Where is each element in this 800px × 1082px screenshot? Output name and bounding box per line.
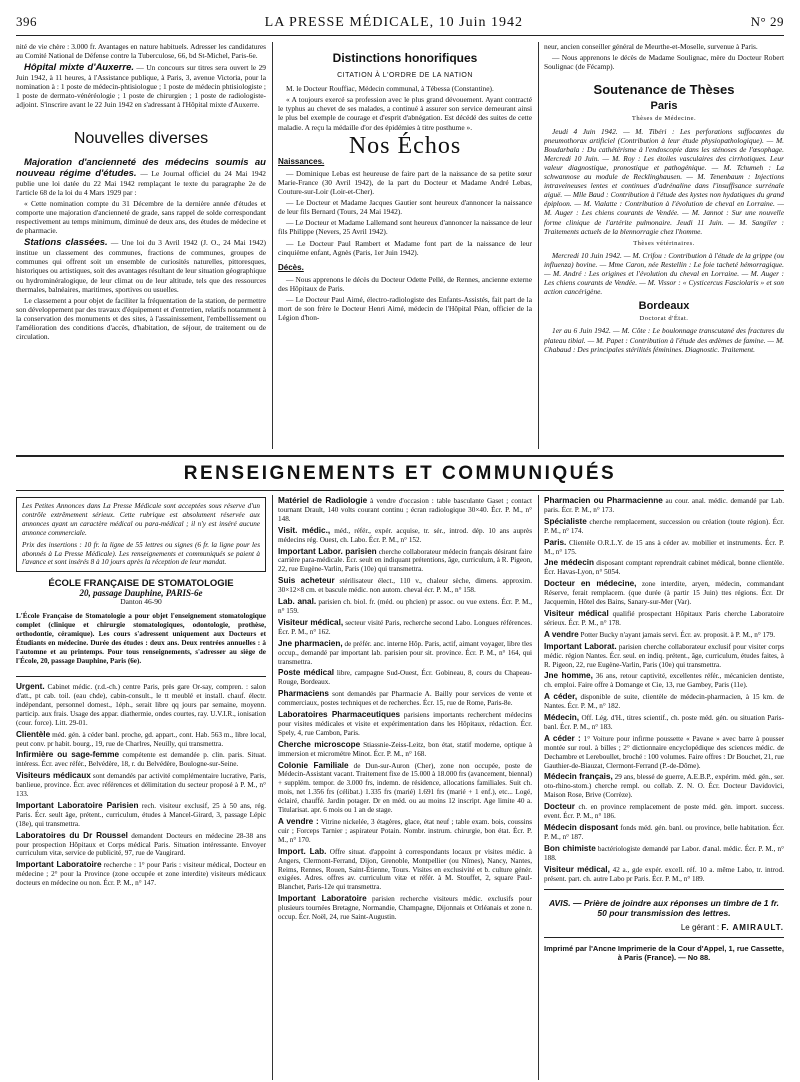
classified-ad [278, 818, 532, 845]
column-divider [538, 42, 539, 449]
ad-keyword: Laboratoires du Dr Roussel [16, 830, 128, 840]
deces-label: Décès. [278, 262, 304, 272]
ads-list [278, 497, 532, 922]
ad-text: cherche remplacement, succession ou création (toute région). Écr. P. M., n° 174. [544, 517, 784, 535]
ad-text: Stiassnie-Zeiss-Leitz, bon état, statif moderne, optique à immersion et micrométre Minot. Écr. P. M., n° 168. [278, 740, 532, 758]
classified-ad [278, 762, 532, 815]
majoration-text: — Le Journal officiel du 24 Mai 1942 publie une loi datée du 22 Mai 1942 remplaçant le texte du paragraphe 2e de l'article 68 de la loi du 4 Mars 1929 par : [16, 168, 266, 197]
ad-keyword: A céder, [544, 692, 578, 702]
ads-column-middle [278, 497, 532, 1082]
ads-list [16, 683, 266, 888]
ad-text: demandent Docteurs en médecine 28-38 ans pour prospection Hôpitaux et Corps médical Paris. Situation intéressante. Envoyer curriculum vitæ, service de publicité, 97, rue de Vaugirard. [16, 831, 266, 858]
classified-ad [544, 866, 784, 884]
ad-keyword: Clientèle [16, 729, 51, 739]
classified-ad [544, 735, 784, 771]
classified-ad [278, 577, 532, 595]
ad-keyword: Docteur [544, 802, 575, 812]
naissance-item: — Le Docteur et Madame Lallemand sont heureux d'annoncer la naissance de leur fils Philippe (Nevers, 25 Avril 1942). [278, 218, 532, 237]
ad-keyword: Paris. [544, 537, 567, 547]
column-left [16, 42, 266, 449]
ad-text: rech. visiteur exclusif, 25 à 50 ans, rég. Paris. Écr. seult âge, prétent., curriculum, études à Mancel-Girard, 3, passage Lépic (18e), qui transmettra. [16, 801, 266, 828]
classified-ad [278, 741, 532, 759]
column-middle [278, 42, 532, 449]
column-divider [272, 42, 273, 449]
auxerre-rubric: Hôpital mixte d'Auxerre. [24, 62, 134, 74]
classified-ad [544, 803, 784, 821]
ad-text: parisien ch. biol. fr. (méd. ou phcien) pr assoc. ou vue extens. Écr. P. M., n° 159. [278, 598, 532, 615]
ad-text: qualifié prospectant Hôpitaux Paris cherche Laboratoire sérieux. Écr. P. M., n° 178. [544, 609, 784, 627]
ad-keyword: Urgent. [16, 682, 45, 692]
column-divider [272, 495, 273, 1080]
section-title-distinctions: Distinctions honorifiques [332, 51, 478, 65]
ad-text: 29 ans, blessé de guerre, A.E.B.P., expérim. méd. gén., ser. oto-rhino-stom.) cherche rempl. ou collab. Z. N. O. Écr. Docteur Davidovici, Maison Rose, Brive (Corrèze). [544, 773, 784, 800]
ad-keyword: Visiteur médical, [544, 864, 610, 874]
page-number: 396 [16, 14, 37, 29]
classified-ad [278, 640, 532, 667]
ad-text: sont demandés par Pharmacie A. Bailly pour services de vente et commerciaux, postes techniques et de recherches. Écr. 15, rue de Rome, Paris-8e. [278, 690, 532, 708]
classified-ad [544, 580, 784, 607]
avis-notice: AVIS. — Prière de joindre aux réponses un timbre de 1 fr. 50 pour transmission des lettres. [549, 898, 779, 919]
ad-text: de préfér. anc. interne Hôp. Paris, actif, aimant voyager, libre tles occup., demandé par important lab. parisien pour sit. province. Écr. P. M., n° 164, qui transmettra. [278, 639, 532, 666]
citation-quote: « A toujours exercé sa profession avec le plus grand dévouement. Ayant contracté le typhus au chevet de ses malades, a continué à assurer son service demeurant ainsi le plus bel exemple de courage et d'esprit d'abnégation. Est décédé des suites de cette maladie. A reçu la médaille d'or des épidémies à titre posthume ». [278, 95, 532, 132]
classified-ad [278, 619, 532, 637]
stations-rubric: Stations classées. [24, 237, 108, 249]
classified-ad [16, 731, 266, 749]
school-title: ÉCOLE FRANÇAISE DE STOMATOLOGIE [48, 578, 234, 590]
ad-keyword: Matériel de Radiologie [278, 497, 368, 505]
ad-text: 1° Voiture pour infirme poussette « Pavane » avec barre à pousser montée sur roul. à billes ; 2° dictionnaire encyclopédique des sciences médic. de Dechambre et Lereboullet, broché : 100 volumes. Faire offres : Dr Bouchet, 21, rue Gauthier-de-Biauzat, Clermont-Ferrand (P.-de-Dôme). [544, 734, 784, 770]
ad-keyword: Visit. médic., [278, 525, 331, 535]
ad-text: 42 a., gde expér. excell. réf. 10 a. même Labo, tr. introd. présent. part. ch. autre Labo pr Paris. Écr. P. M., n° 189. [544, 865, 784, 883]
issue-number: N° 29 [750, 14, 784, 29]
citation-text: M. le Docteur Rouffiac, Médecin communal, à Tébessa (Constantine). [286, 84, 494, 94]
ad-text: au cour. anal. médic. demandé par Lab. paris. Écr. P. M., n° 173. [544, 497, 784, 514]
ad-text: cherche collaborateur médecin français désirant faire carrière para-médicale. Écr. seult en indiquant prétentions, âge, curriculum, à R. Pigeon, 22, rue Eugène-Varlin, Paris (10e) qui transmettra. [278, 547, 532, 574]
ad-text: compétente est demandée p. clin. paris. Situat. intéress. Écr. avec référ., Belvédère, 18, r. du Belvédère, Boulogne-sur-Seine. [16, 751, 266, 769]
ad-keyword: Bon chimiste [544, 843, 596, 853]
deces-item: — Le Docteur Paul Aimé, électro-radiologiste des Enfants-Assistés, fait part de la mort de son frère le Docteur Henri Aimé, médecin de l'Hôpital Péan, officier de la Légion d'hon- [278, 294, 532, 323]
ad-text: disponible de suite, clientèle de médecin-pharmacien, à 15 km. de Nantes. Écr. P. M., n° 182. [544, 693, 784, 711]
ad-keyword: Important Laboratoire [278, 894, 367, 904]
classified-ad [278, 895, 532, 922]
ad-keyword: Pharmaciens [278, 689, 329, 699]
gerant-line [544, 924, 784, 933]
ad-keyword: Important Laboratoire Parisien [16, 800, 139, 810]
ad-text: fonds méd. gén. banl. ou province, belle habitation. Écr. P. M., n° 187. [544, 824, 784, 841]
ad-text: à vendre d'occasion : table basculante Gaset ; contact tournant Drault, 140 volts courant continu ; écran radiologique 30×40. Écr. P. M., n° 148. [278, 497, 532, 523]
classified-ad [544, 672, 784, 690]
ad-keyword: Poste médical [278, 668, 335, 678]
classified-ad [544, 643, 784, 670]
ad-keyword: Spécialiste [544, 516, 587, 526]
ad-text: sont demandés par activité complémentaire lucrative, Paris, banlieue, province. Écr. avec références et délimitation du secteur proposé à P. M., n° 133. [16, 772, 266, 799]
ad-keyword: Médecin, [544, 713, 580, 723]
city-title-bordeaux: Bordeaux [638, 300, 690, 313]
citation-heading: CITATION À L'ORDRE DE LA NATION [337, 72, 473, 80]
bordeaux-theses-text: 1er au 6 Juin 1942. — M. Côte : Le boulonnage transcutané des fractures du plateau tibial. — M. Papet : Contribution à l'étude des œdèmes de famine. — M. Chabaud : Des principales stérilités féminines. Diagnostic. Traitement. [544, 326, 784, 354]
vet-subheading: Thèses vétérinaires. [633, 239, 695, 247]
classified-ad [16, 683, 266, 728]
ad-text: Off. Lég. d'H., titres scientif., ch. poste méd. gén. ou situation Paris-banl. Écr. P. M., n° 183. [544, 714, 784, 731]
classified-ad [16, 832, 266, 859]
ad-text: recherche : 1° pour Paris : visiteur médical, Docteur en médecine ; 2° pour la Province (zone occupée et zone interdite) visiteurs médicaux docteurs en médecine ou non. Écr. P. M., n° 147. [16, 861, 266, 888]
naissance-item: — Le Docteur et Madame Jacques Gautier sont heureux d'annoncer la naissance de leur fils Bernard (Tours, 24 Mai 1942). [278, 198, 532, 217]
ad-keyword: Colonie Familiale [278, 760, 349, 770]
naissance-item: — Le Docteur Paul Rambert et Madame font part de la naissance de leur cinquième enfant, Agnès (Paris, 1er Juin 1942). [278, 238, 532, 257]
classified-ad [544, 631, 784, 640]
vet-theses-text: Mercredi 10 Juin 1942. — M. Crifou : Contribution à l'étude de la grippe (ou influenza) bovine. — Mme Caron, née Restellin : Le foie tacheté hémorragique. — M. André : Les origines et l'évolution du cheval en Lorraine. — M. Auger : Les chiens courants de Vendée. — M. Vissor : « Cysticercus Fasciolaris » et son action cancérigène. [544, 250, 784, 297]
ad-keyword: Cherche microscope [278, 739, 361, 749]
classified-ad [544, 497, 784, 515]
classified-ad [278, 497, 532, 524]
classified-ad [544, 714, 784, 732]
gerant-label: Le gérant : [680, 923, 720, 933]
ad-keyword: Visiteur médical, [278, 617, 344, 627]
ad-keyword: Jne médecin [544, 558, 595, 568]
classified-ad [16, 861, 266, 888]
classified-ad [278, 669, 532, 687]
section-banner: RENSEIGNEMENTS ET COMMUNIQUÉS [16, 457, 784, 491]
ads-list [544, 497, 784, 883]
classified-ad [278, 548, 532, 575]
ad-keyword: Important Labor. parisien [278, 546, 377, 556]
school-description: L'École Française de Stomatologie a pour objet l'enseignement stomatologique complet (clinique et chirurgie stomatologiques, odontologie, prothèse, orthodontie, céramique). Les cours s'adressent uniquement aux Docteurs et Étudiants en médecine. Durée des études : deux ans. Deux rentrées annuelles : à l'automne et au printemps. Pour tous renseignements, s'adresser au siège de l'École, 20, passage Dauphine, Paris (6e). [16, 612, 266, 666]
classified-ad [16, 751, 266, 769]
ad-text: Potter Bucky n'ayant jamais servi. Écr. av. proposit. à P. M., n° 179. [580, 630, 776, 639]
auxerre-text: — Un concours sur titres sera ouvert le 29 Juin 1942, à 11 heures, à l'Assistance publique, à Paris, 3, avenue Victoria, pour la nomination à : 1 poste de médecin-phtisiologue ; 1 poste de médecin phtisiologiste ; 1 poste de dermato-vénéréologie ; 1 poste de chirurgien ; 1 poste de radiologiste-adjoint. S'inscrire avant le 22 Juin 1942 en s'adressant à l'Hôpital mixte d'Auxerre. [16, 63, 266, 110]
ad-keyword: Jne pharmacien, [278, 638, 343, 648]
ad-keyword: Important Laborat. [544, 641, 617, 651]
school-phone: Danton 46-90 [120, 597, 162, 607]
ad-text: bactériologiste demandé par Labor. d'anal. médic. Écr. P. M., n° 188. [544, 844, 784, 862]
ad-keyword: Pharmacien ou Pharmacienne [544, 497, 663, 505]
naissance-item: — Dominique Lebas est heureuse de faire part de la naissance de sa petite sœur Marie-France (30 Avril 1942), de la part du Docteur et Madame André Lebas, Couture-sur-Loir (Loir-et-Cher). [278, 168, 532, 197]
ad-keyword: Visiteurs médicaux [16, 771, 91, 781]
classified-ad [278, 690, 532, 708]
majoration-rubric: Majoration d'ancienneté des médecins soumis au nouveau régime d'études. [16, 156, 266, 179]
ad-text: Clientèle O.R.L.Y. de 15 ans à céder av. mobilier et instruments. Écr. P. M., n° 175. [544, 538, 784, 556]
majoration-quote: « Cette nomination compte du 31 Décembre de la dernière année d'études et comporte une majoration d'ancienneté de grade, sans rappel de solde correspondant respectivement au temps minimum, diminué de deux ans, des études de médecine et de pharmacie. [16, 198, 266, 236]
ad-keyword: A céder : [544, 733, 581, 743]
ad-keyword: Important Laboratoire [16, 860, 102, 870]
ad-keyword: A vendre : [278, 817, 319, 826]
top-section [16, 42, 784, 457]
classified-ad [544, 845, 784, 863]
ad-notice-text: Les Petites Annonces dans La Presse Médicale sont acceptées sous réserve d'un contrôle extrêmement sérieux. Cette rubrique est absolument réservée aux annonces ayant un caractère médical ou para-médical ; il n'y est inséré aucune annonce commerciale. [22, 502, 260, 537]
bottom-section [16, 491, 784, 1082]
ads-column-left [16, 497, 266, 1082]
classified-ad [544, 773, 784, 800]
divider [544, 889, 784, 890]
stations-text-2: Le classement a pour objet de faciliter la fréquentation de la station, de permettre son développement par des travaux d'équipement et d'entretien, relatifs notamment à la conservation des monuments et des sites, à l'assainissement, l'embellissement ou l'amélioration des conditions d'accès, d'habitation, de séjour, de traitement ou de circulation. [16, 295, 266, 342]
column-divider [538, 495, 539, 1080]
ad-text: méd. gén. à céder banl. proche, gd. appart., cont. Hab. 563 m., libre local, peut conv. pr habit. bourg., 19, rue de Charlres, Neuilly, qui transmettra. [16, 730, 266, 748]
classified-ad [16, 772, 266, 799]
ad-text: zone interdite, aryen, médecin, commandant Réserve, ferait remplacem. (que durée (à partir 15 Juin) ttes régions. Écr. Dr Jacquemin, Hôtel des Bains, Sanary-sur-Mer (Var). [544, 580, 784, 607]
section-title-echos: Nos Échos [348, 132, 462, 159]
printer-imprint: Imprimé par l'Ancne Imprimerie de la Cour d'Appel, 1, rue Cassette, à Paris (France). — No 88. [544, 937, 784, 962]
paris-subheading: Thèses de Médecine. [631, 115, 697, 123]
deces-item: — Nous apprenons le décès du Docteur Odette Pellé, de Rennes, ancienne externe des Hôpitaux de Paris. [278, 274, 532, 293]
ad-text: parisiens importants recherchent médecins pour visites médicales et visite et expérimentation dans les Hôpitaux, rédaction. Écr. Spely, 4, rue Cambon, Paris. [278, 711, 532, 737]
classified-ad [16, 802, 266, 829]
deces-extra: — Nous apprenons le décès de Madame Soulignac, mère du Docteur Robert Soulignac (de Fécamp). [544, 53, 784, 72]
ad-text: Vitrine nickelée, 3 étagères, glace, état neuf ; table exam. bois, coussins cuir ; Forceps Tarnier ; aspirateur Potain. Nombr. instrum. chirurgie, bon état. Écr. P. M., n° 170. [278, 818, 532, 844]
ads-column-right [544, 497, 784, 1082]
ad-text: parisien cherche collaborateur exclusif pour visiter corps médic. région Nantes. Écr. seul. en indiq. prétent., âge, curriculum, études faites, à R. Pigeon, 22, rue Eugène-Varlin, Paris (10e) qui transmettra. [544, 642, 784, 669]
intro-paragraph: nité de vie chère : 3.000 fr. Avantages en nature habituels. Adresser les candidatures au Comité National de Défense contre la Tuberculose, 66, bd St-Michel, Paris-6e. [16, 42, 266, 61]
gerant-name: F. AMIRAULT. [721, 923, 784, 933]
classified-ad [278, 527, 532, 545]
column-right [544, 42, 784, 449]
naissances-label: Naissances. [278, 156, 325, 166]
ad-keyword: Médecin disposant [544, 823, 619, 832]
masthead [16, 14, 784, 36]
classified-ad [278, 711, 532, 738]
divider [16, 676, 266, 677]
ad-keyword: Docteur en médecine, [544, 579, 637, 589]
ad-keyword: Lab. anal. [278, 597, 317, 607]
ad-keyword: A vendre [544, 629, 579, 639]
ad-text: stérilisateur élect., 110 v., chaleur sèche, dimens. approxim. 30×12×8 cm. et bascule médic. non autom. cheval écr. P. M., n° 158. [278, 577, 532, 595]
ad-text: secteur visité Paris, recherche second Labo. Longues références. Écr. P. M., n° 162. [278, 618, 532, 636]
section-title-theses: Soutenance de Thèses [593, 82, 735, 98]
ad-text: méd., référ., expér. acquise, tr. sér., introd. dép. 10 ans auprès médecins rég. Ouest, ch. Labo. Écr. P. M., n° 152. [278, 526, 532, 544]
ad-keyword: Visiteur médical [544, 608, 609, 618]
paris-theses-text: Jeudi 4 Juin 1942. — M. Tibéri : Les perforations suffocantes du pneumothorax artificiel (Contribution à leur étude physiopathologique). — M. Boudarbala : Du cathétérisme à l'endoscopie dans les sténoses de l'œsophage. Mercredi 10 Juin. — M. Roy : Les étoiles vasculaires des cirrhotiques. Leur valeur diagnostique, pronostique et pathogénique. — M. Tchumeh : La schwannose au module de Recklinghausen. — M. Tenenbaum : Injections intraveineuses lentes et continues d'adrénaline dans l'insuffisance surrénale aiguë. — Mlle Baud : Contribution à l'étude des kystes non hydatiques du grand épiploon. — M. Vialatte : Contribution à l'évolution de cheval en Lorraine. — M. Auger : Les chiens courants de Vendée. — M. Jannot : Sur une nouvelle forme clinique de l'artérite pulmonaire. Jeudi 11 Juin. — M. Sangiler : Traitements actuels de la blennorragie chez l'homme. [544, 126, 784, 236]
ad-keyword: Import. Lab. [278, 846, 327, 856]
classified-ad [544, 610, 784, 628]
ad-keyword: Suis acheteur [278, 576, 335, 586]
city-title-paris: Paris [650, 100, 678, 113]
ad-keyword: Infirmière ou sage-femme [16, 750, 120, 760]
school-address: 20, passage Dauphine, PARIS-6e [79, 588, 203, 599]
classified-ad [544, 824, 784, 842]
classified-ad [544, 518, 784, 536]
ad-text: Offre situat. d'appoint à correspondants locaux pr visites médic. à Angers, Clermont-Ferrand, Dijon, Grenoble, Montpellier (ou Nîmes), Nancy, Nantes, Reims, Rennes, Rouen, Saint-Étienne, Tours. Visites en exclusivité et b. culture génér. exigées. Adres. offres av. curriculum vitæ et référ. à M. Stouffet, 2, square Paul-Blanchet, Paris-12e qui transmettra. [278, 847, 532, 892]
classified-ad [544, 559, 784, 577]
classified-ad [278, 848, 532, 893]
ad-text: libre, campagne Sud-Ouest, Écr. Gobineau, 8, cours du Chapeau-Rouge, Bordeaux. [278, 669, 532, 687]
ad-keyword: Médecin français, [544, 772, 613, 782]
ad-text: Cabinet médic. (r.d.-ch.) centre Paris, près gare Or-say, compren. : salon d'att., pt cab. toil. (eau chde), cabin-consult., le tt meublé et install. chauf. électr. indépendant, personnel domest., 1éph., serait libre qq jours par semaine, moyenn. particip. aux frais. Usage des appar. diathermie, ondes courtes, ray. U.V.I.R., ionisation (cour. force). Litt. 29-01. [16, 683, 266, 727]
ad-text: 36 ans, retour captivité, excellentes référ., mécanicien dentiste, ch. emploi. Faire offre à Domange et Cie, 13, rue Gambey, Paris (11e). [544, 672, 784, 690]
bordeaux-subheading: Doctorat d'État. [639, 315, 689, 323]
ad-keyword: Jne homme, [544, 671, 593, 681]
deces-continuation: neur, ancien conseiller général de Meurthe-et-Moselle, survenue à Paris. [544, 42, 758, 51]
ad-notice-box [16, 497, 266, 572]
classified-ad [544, 539, 784, 557]
publication-title: LA PRESSE MÉDICALE, 10 Juin 1942 [264, 15, 523, 30]
section-title-nouvelles: Nouvelles diverses [73, 129, 209, 147]
ad-prices-text: Prix des insertions : 10 fr. la ligne de 55 lettres ou signes (6 fr. la ligne pour les abonnés à La Presse Médicale). Les renseignements et communiqués se paient à l'avance et sont insérés 8 à 10 jours après la réception de leur mandat. [22, 540, 260, 567]
ad-text: ch. en province remplacement de poste méd. gén. import. success. event. Écr. P. M., n° 186. [544, 803, 784, 821]
classified-ad [278, 598, 532, 616]
ad-text: parisien recherche visiteurs médic. exclusifs pour plusieurs tournées Bretagne, Normandie, Champagne, Dijonnais et Orléanais et zone n. occup. Écr. Noël, 24, rue Saint-Augustin. [278, 895, 532, 922]
ad-text: de Dun-sur-Auron (Cher), zone non occupée, poste de Médecin-Assistant vacant. Traitement fixe de 15.000 à 18.000 frs (avancement, biennal) + supplém. tempor. de 3.000 frs, indemn. de résidence, allocations familiales. Suit ch. mois, net 1.356 frs (célibat.) 1.335 frs (marié) 1.691 frs (marié + 1 enf.), etc... Logé, éclairé, chauffé. Jardin potager. Dr en méd. ou au moins 12 inscript. Age limite 40 a. Titularisat. apr. 6 mois ou 1 an de stage. [278, 761, 532, 815]
classified-ad [544, 693, 784, 711]
ad-keyword: Laboratoires Pharmaceutiques [278, 710, 401, 720]
ad-text: disposant comptant reprendrait cabinet médical, bonne clientèle. Écr. Havas-Lyon, n° 5054. [544, 559, 784, 577]
stations-text: — Une loi du 3 Avril 1942 (J. O., 24 Mai 1942) institue un classement des communes, fractions de communes, groupes de communes qui offrent soit un ensemble de curiosités naturelles, pittoresques, historiques ou artistiques, soit des avantages résultant de leur situation géographique ou hydrominéralogique, de leur climat ou de leur altitude, tels que des ressources thermales, balnéaires, maritimes, sportives ou usuelles. [16, 238, 266, 294]
